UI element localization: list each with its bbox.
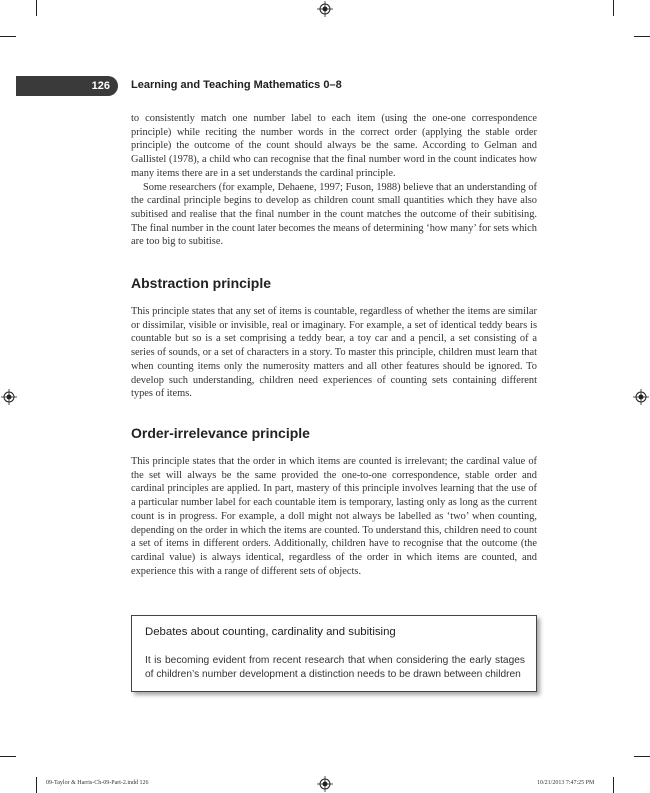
abstraction-text	[131, 305, 537, 401]
registration-mark-icon	[317, 1, 333, 17]
crop-mark	[613, 777, 614, 793]
box-text: It is becoming evident from recent research that when considering the early stages of children’s number development a distinction needs to be drawn between children	[145, 655, 525, 680]
order-irrelevance-heading: Order-irrelevance principle	[131, 425, 310, 441]
crop-mark	[0, 36, 16, 37]
registration-mark-icon	[317, 776, 333, 792]
intro-paragraph-1: to consistently match one number label to each item (using the one-one correspondence principle) while reciting the number words in the correct order (applying the stable order principle) the outcome of the count should always be the same. According to Gelman and Gallistel (1978), a child who can recognise that the final number word in the count indicates how many items there are in a set understands the cardinal principle.	[131, 113, 537, 179]
footer-file: 09-Taylor & Harris-Ch-09-Part-2.indd 126	[46, 780, 149, 786]
footer-timestamp: 10/21/2013 7:47:25 PM	[537, 780, 595, 786]
registration-mark-icon	[633, 389, 649, 405]
order-irrelevance-paragraph: This principle states that the order in which items are counted is irrelevant; the cardinal value of the set will always be the same provided the one-to-one correspondence, stable order and cardinal principles are applied. In part, mastery of this principle involves learning that the use of a particular number label for each countable item is temporary, lasting only as long as the current count is in progress. For example, a doll might not always be labelled as ‘two’ when counting, depending on the order in which the items are counted. To understand this, children need to count a set of items in different orders. Additionally, children have to recognise that the outcome (the cardinal value) is always identical, regardless of the order in which items are counted, and experience this with a range of different sets of objects.	[131, 456, 537, 577]
crop-mark	[36, 777, 37, 793]
intro-paragraph-2: Some researchers (for example, Dehaene, 1997; Fuson, 1988) believe that an understanding of the cardinal principle begins to develop as children count small quantities which they have also subitised and realise that the final number in the count matches the outcome of their subitising. The final number in the count later becomes the means of determining ‘how many’ for sets which are too big to subitise.	[131, 181, 537, 248]
crop-mark	[0, 756, 16, 757]
crop-mark	[36, 0, 37, 16]
page-number: 126	[91, 80, 110, 92]
running-title: Learning and Teaching Mathematics 0–8	[131, 79, 342, 91]
abstraction-paragraph: This principle states that any set of items is countable, regardless of whether the items are similar or dissimilar, visible or invisible, real or imaginary. For example, a set of identical teddy bears is countable but so is a set comprising a teddy bear, a toy car and a pencil, a set consisting of a series of sounds, or a set of characters in a story. To master this principle, children must learn that when counting items only the numerosity matters and all other features should be ignored. To develop such understanding, children need experiences of counting sets containing different types of items.	[131, 306, 537, 400]
intro-text	[131, 112, 537, 249]
order-irrelevance-text	[131, 455, 537, 578]
abstraction-heading: Abstraction principle	[131, 275, 272, 291]
crop-mark	[613, 0, 614, 16]
crop-mark	[634, 756, 650, 757]
registration-mark-icon	[1, 389, 17, 405]
debate-box	[131, 615, 537, 692]
box-title: Debates about counting, cardinality and subitising	[145, 626, 396, 638]
crop-mark	[634, 36, 650, 37]
